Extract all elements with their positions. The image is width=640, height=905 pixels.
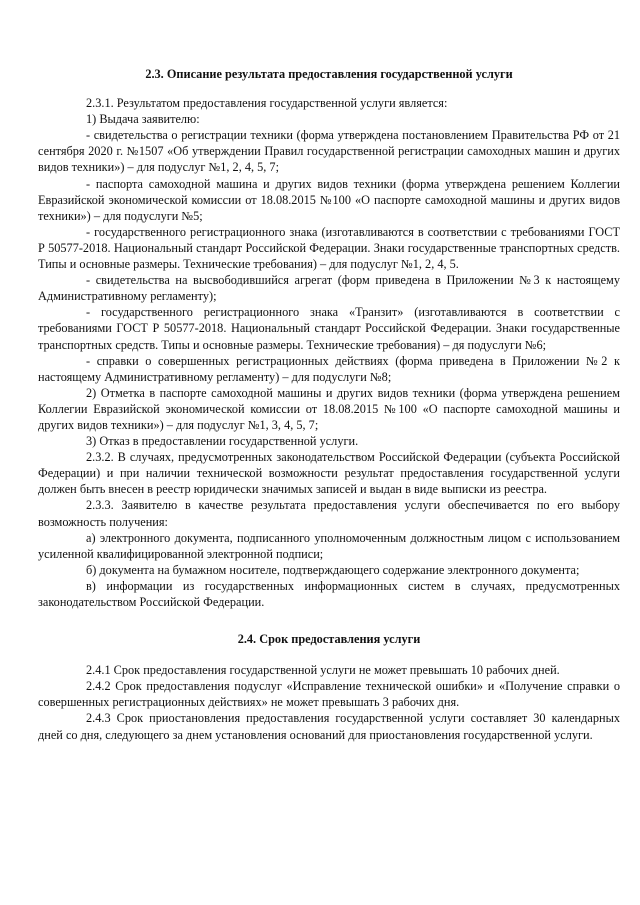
paragraph-machine-passport: - паспорта самоходной машина и других видов техники (форма утверждена решением Коллегии Евразийской экономической комиссии от 18.08.2015 №100 «О паспорте самоходной машины и других видов техники») – для подуслуги №5; [38,176,620,223]
section-heading-2-3: 2.3. Описание результата предоставления государственной услуги [145,67,513,81]
section-heading-2-4: 2.4. Срок предоставления услуги [237,632,421,647]
section-body-2-3 [38,95,620,610]
paragraph-2-4-2: 2.4.2 Срок предоставления подуслуг «Исправление технической ошибки» и «Получение справки о совершенных регистрационных действиях» не может превышать 3 рабочих дня. [38,679,620,710]
paragraph-released-unit-certificate: - свидетельства на высвободившийся агрегат (форм приведена в Приложении №3 к настоящему Административному регламенту); [38,273,620,304]
paragraph-passport-mark: 2) Отметка в паспорте самоходной машины и других видов техники (форма утверждена решением Коллегии Евразийской экономической комиссии от 18.08.2015 №100 «О паспорте самоходной машины и других видов техники») – для подуслуг №1, 3, 4, 5, 7; [38,385,620,432]
paragraph-refusal: 3) Отказ в предоставлении государственной услуги. [86,434,359,449]
paragraph-2-3-2: 2.3.2. В случаях, предусмотренных законодательством Российской Федерации (субъекта Российской Федерации) и при наличии технической возможности результат предоставления государственной услуги должен быть внесен в реестр юридически значимых записей и выдан в виде выписки из реестра. [38,450,620,497]
paragraph-2-3-1: 2.3.1. Результатом предоставления государственной услуги является: [86,96,448,111]
paragraph-option-b: б) документа на бумажном носителе, подтверждающего содержание электронного документа; [86,562,580,577]
paragraph-2-4-3: 2.4.3 Срок приостановления предоставления государственной услуги составляет 30 календарных дней со дня, следующего за днем установления оснований для приостановления государственной услуги. [38,711,620,742]
paragraph-option-c: в) информации из государственных информационных систем в случаях, предусмотренных законодательством Российской Федерации. [38,578,620,609]
paragraph-option-a: а) электронного документа, подписанного уполномоченным должностным лицом с использованием усиленной квалифицированной электронной подписи; [38,530,620,561]
section-body-2-4 [38,662,620,742]
paragraph-registration-certificate: - свидетельства о регистрации техники (форма утверждена постановлением Правительства РФ от 21 сентября 2020 г. №1507 «Об утверждении Правил государственной регистрации самоходных машин и других видов техники») – для подуслуг №1, 2, 4, 5, 7; [38,128,620,175]
paragraph-transit-plate: - государственного регистрационного знака «Транзит» (изготавливаются в соответствии с требованиями ГОСТ Р 50577-2018. Национальный стандарт Российской Федерации. Знаки государственные транспортных средств. Типы и основные размеры. Технические требования) – дя подуслуги №6; [38,305,620,352]
paragraph-2-3-3: 2.3.3. Заявителю в качестве результата предоставления услуги обеспечивается по его выбору возможность получения: [38,498,620,529]
paragraph-registration-plate: - государственного регистрационного знака (изготавливаются в соответствии с требованиями ГОСТ Р 50577-2018. Национальный стандарт Российской Федерации. Знаки государственные транспортных средств. Типы и основные размеры. Технические требования) – для подуслуг №1, 2, 4, 5. [38,224,620,272]
paragraph-2-4-1: 2.4.1 Срок предоставления государственной услуги не может превышать 10 рабочих дней. [86,663,560,678]
paragraph-registration-actions-certificate: - справки о совершенных регистрационных действиях (форма приведена в Приложении №2 к настоящему Административному регламенту) – для подуслуги №8; [38,353,620,384]
paragraph-issue-to-applicant: 1) Выдача заявителю: [86,112,200,127]
